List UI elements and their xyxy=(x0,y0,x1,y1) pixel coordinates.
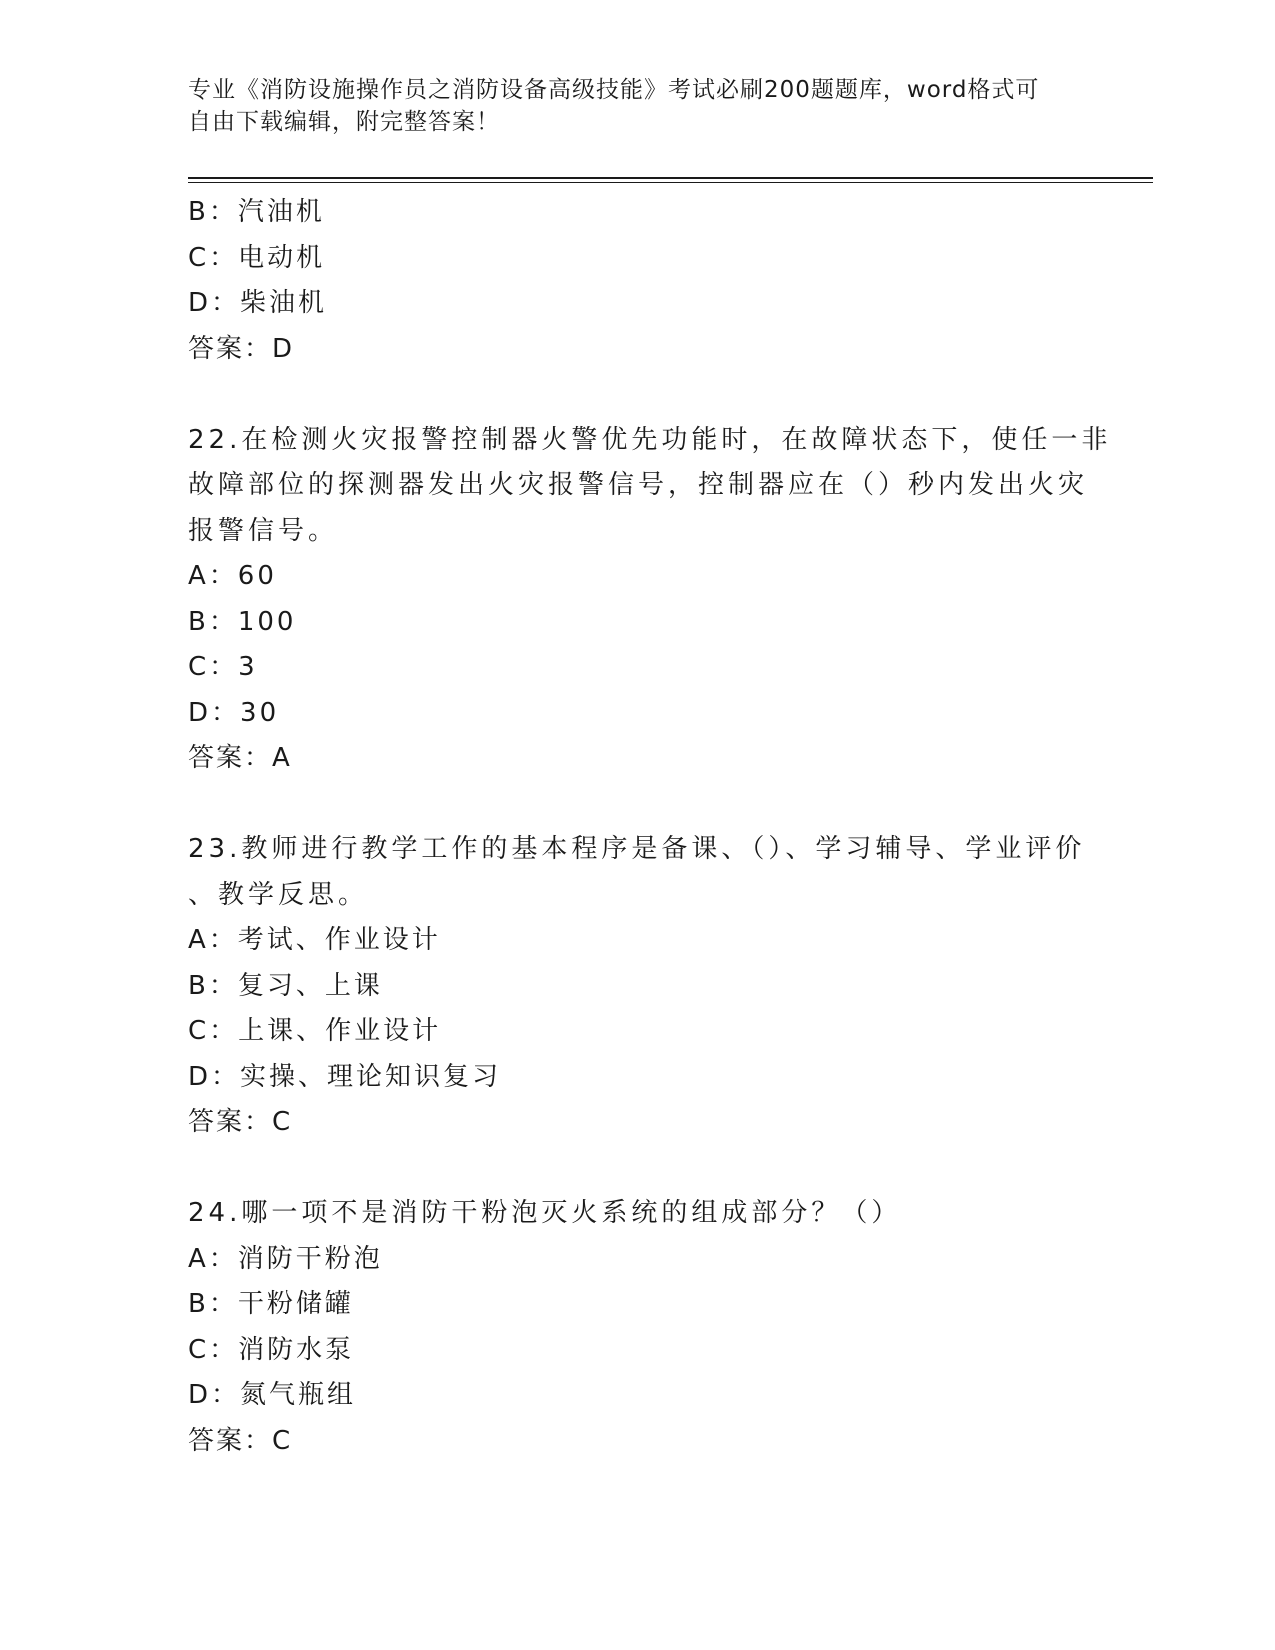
option-c: C：消防水泵 xyxy=(188,1334,355,1365)
header-divider-thin xyxy=(188,182,1153,183)
question-text-line: 报警信号。 xyxy=(188,515,339,546)
header-line-1: 专业《消防设施操作员之消防设备高级技能》考试必刷200题题库，word格式可 xyxy=(188,77,1040,103)
option-c: C：3 xyxy=(188,652,258,682)
option-d: D：氮气瓶组 xyxy=(188,1380,357,1410)
answer: 答案：A xyxy=(188,743,292,773)
answer: 答案：C xyxy=(188,1107,293,1137)
header-line-2: 自由下载编辑，附完整答案！ xyxy=(188,109,500,135)
question-22 xyxy=(188,418,1112,782)
option-a: A：考试、作业设计 xyxy=(188,925,441,955)
question-24 xyxy=(188,1191,1088,1464)
option-d: D：实操、理论知识复习 xyxy=(188,1061,502,1092)
option-d: D：柴油机 xyxy=(188,288,328,318)
option-c: C：上课、作业设计 xyxy=(188,1016,442,1046)
answer: 答案：C xyxy=(188,1425,293,1456)
option-b: B：100 xyxy=(188,606,297,637)
question-text-line: 23.教师进行教学工作的基本程序是备课、（）、学习辅导、学业评价 xyxy=(188,834,1086,864)
option-b: B：汽油机 xyxy=(188,197,325,227)
option-d: D：30 xyxy=(188,697,280,728)
question-list xyxy=(188,190,1112,1464)
option-b: B：复习、上课 xyxy=(188,970,383,1001)
option-a: A：消防干粉泡 xyxy=(188,1243,383,1274)
question-text-line: 22.在检测火灾报警控制器火警优先功能时，在故障状态下，使任一非 xyxy=(188,424,1112,455)
option-c: C：电动机 xyxy=(188,242,326,273)
document-header xyxy=(188,74,1088,138)
question-text-line: 、教学反思。 xyxy=(188,879,369,910)
question-text-line: 24.哪一项不是消防干粉泡灭火系统的组成部分？（） xyxy=(188,1198,902,1228)
option-b: B：干粉储罐 xyxy=(188,1289,354,1319)
question-21 xyxy=(188,190,1088,372)
question-23 xyxy=(188,827,1088,1146)
header-divider xyxy=(188,177,1153,179)
option-a: A：60 xyxy=(188,561,277,591)
question-text-line: 故障部位的探测器发出火灾报警信号，控制器应在（）秒内发出火灾 xyxy=(188,470,1089,500)
answer: 答案：D xyxy=(188,333,295,364)
